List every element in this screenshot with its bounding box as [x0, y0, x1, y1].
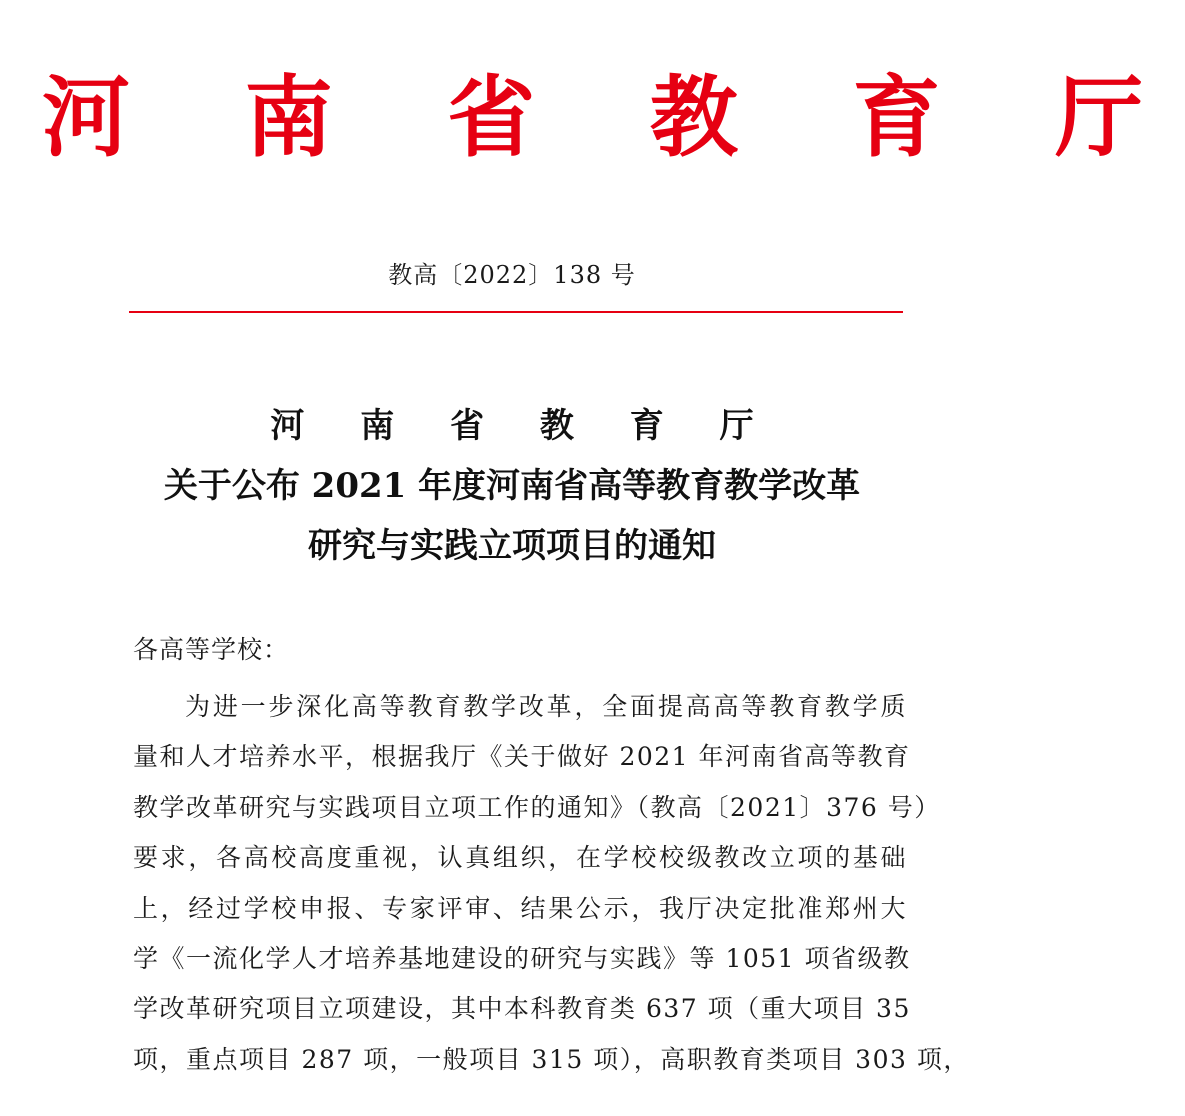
salutation: 各高等学校： [133, 635, 290, 664]
body-line: 要求，各高校高度重视，认真组织，在学校校级教改立项的基础 [133, 843, 907, 873]
body-line: 学改革研究项目立项建设，其中本科教育类 637 项（重大项目 35 [133, 994, 911, 1024]
title-line-2: 关于公布 2021 年度河南省高等教育教学改革 [163, 466, 861, 506]
body-line: 上，经过学校申报、专家评审、结果公示，我厅决定批准郑州大 [133, 893, 907, 923]
body-line: 为进一步深化高等教育教学改革，全面提高高等教育教学质 [185, 692, 907, 721]
title-line-1: 河 南 省 教 育 厅 [270, 406, 776, 446]
body-line: 量和人才培养水平，根据我厅《关于做好 2021 年河南省高等教育 [133, 742, 911, 772]
document-number: 教高〔2022〕138 号 [388, 261, 636, 289]
agency-masthead: 河 南 省 教 育 厅 [42, 65, 1185, 169]
document-title [0, 396, 1024, 576]
body-line: 学《一流化学人才培养基地建设的研究与实践》等 1051 项省级教 [133, 943, 911, 973]
body-line: 项，重点项目 287 项，一般项目 315 项），高职教育类项目 303 项， [133, 1044, 970, 1074]
body-paragraph [133, 682, 970, 1085]
body-line: 教学改革研究与实践项目立项工作的通知》（教高〔2021〕376 号） [133, 792, 941, 822]
title-line-3: 研究与实践立项项目的通知 [308, 526, 716, 566]
red-divider-line [129, 311, 903, 313]
